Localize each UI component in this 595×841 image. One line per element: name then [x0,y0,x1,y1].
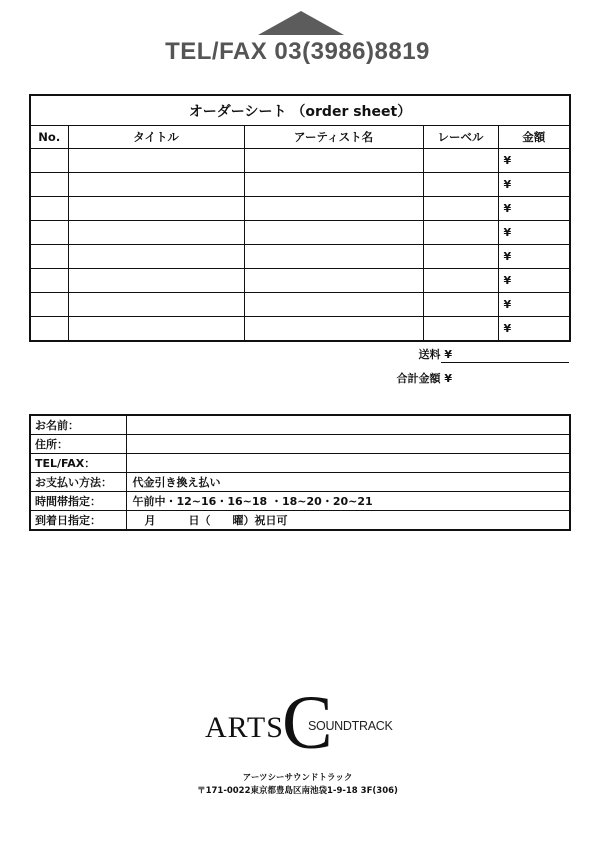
date-field[interactable]: 月 日（ 曜）祝日可 [126,511,570,531]
title-cell[interactable] [68,221,244,245]
artist-cell[interactable] [244,173,423,197]
table-row [30,173,570,197]
address-field[interactable] [126,435,570,454]
table-row [30,221,570,245]
table-row [30,245,570,269]
title-cell[interactable] [68,317,244,342]
name-field[interactable] [126,415,570,435]
artist-cell[interactable] [244,293,423,317]
col-artist: アーティスト名 [244,126,423,149]
no-cell[interactable] [30,197,68,221]
title-cell[interactable] [68,293,244,317]
label-cell[interactable] [423,293,498,317]
col-no: No. [30,126,68,149]
artist-cell[interactable] [244,221,423,245]
payment-value: 代金引き換え払い [126,473,570,492]
no-cell[interactable] [30,149,68,173]
title-cell[interactable] [68,245,244,269]
time-options[interactable]: 午前中・12~16・16~18 ・18~20・20~21 [126,492,570,511]
shipping-summary [380,346,452,360]
label-cell[interactable] [423,197,498,221]
arts-c-soundtrack-logo [205,681,405,765]
logo-soundtrack: SOUNDTRACK [308,719,393,733]
price-cell[interactable]: ¥ [498,245,570,269]
price-cell[interactable]: ¥ [498,221,570,245]
shipping-line[interactable] [441,362,569,363]
telfax-field[interactable] [126,454,570,473]
total-label: 合計金額 ¥ [396,372,452,385]
time-label: 時間帯指定： [30,492,126,511]
title-cell[interactable] [68,197,244,221]
table-row [30,269,570,293]
company-address: 〒171-0022東京都豊島区南池袋1-9-18 3F(306) [197,786,398,796]
price-cell[interactable]: ¥ [498,269,570,293]
label-cell[interactable] [423,317,498,342]
logo-c: C [282,681,333,765]
label-cell[interactable] [423,221,498,245]
total-summary [360,370,452,384]
col-title: タイトル [68,126,244,149]
triangle-icon [258,11,344,35]
shipping-label: 送料 ¥ [418,348,452,361]
order-sheet-title: オーダーシート （order sheet） [30,95,570,126]
artist-cell[interactable] [244,149,423,173]
order-sheet-table [29,94,571,342]
table-row [30,317,570,342]
artist-cell[interactable] [244,269,423,293]
table-row [30,293,570,317]
no-cell[interactable] [30,221,68,245]
no-cell[interactable] [30,269,68,293]
date-label: 到着日指定： [30,511,126,531]
label-cell[interactable] [423,149,498,173]
price-cell[interactable]: ¥ [498,317,570,342]
title-cell[interactable] [68,149,244,173]
no-cell[interactable] [30,173,68,197]
title-cell[interactable] [68,173,244,197]
telfax-label: TEL/FAX： [30,454,126,473]
company-name-kana: アーツシーサウンドトラック [242,773,353,783]
artist-cell[interactable] [244,197,423,221]
col-price: 金額 [498,126,570,149]
tel-fax-number: TEL/FAX 03(3986)8819 [165,38,430,65]
col-label: レーベル [423,126,498,149]
price-cell[interactable]: ¥ [498,173,570,197]
address-label: 住所： [30,435,126,454]
price-cell[interactable]: ¥ [498,293,570,317]
table-row [30,149,570,173]
no-cell[interactable] [30,293,68,317]
title-cell[interactable] [68,269,244,293]
label-cell[interactable] [423,245,498,269]
customer-info-table [29,414,571,531]
price-cell[interactable]: ¥ [498,149,570,173]
logo-arts: ARTS [205,711,284,744]
name-label: お名前： [30,415,126,435]
no-cell[interactable] [30,317,68,342]
label-cell[interactable] [423,269,498,293]
artist-cell[interactable] [244,317,423,342]
payment-label: お支払い方法： [30,473,126,492]
label-cell[interactable] [423,173,498,197]
artist-cell[interactable] [244,245,423,269]
no-cell[interactable] [30,245,68,269]
table-row [30,197,570,221]
price-cell[interactable]: ¥ [498,197,570,221]
